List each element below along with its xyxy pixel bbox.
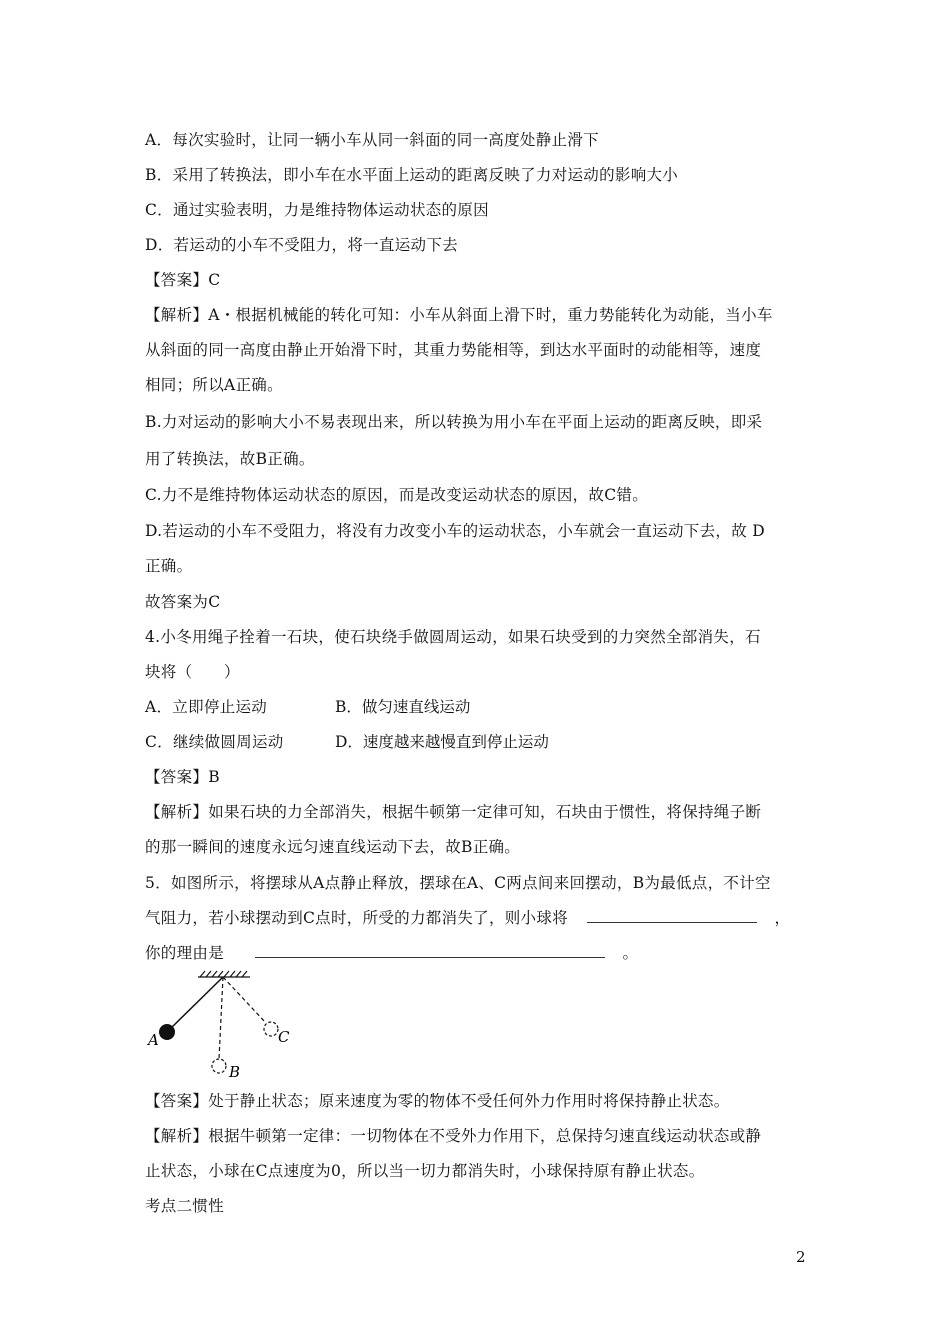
q3-analysis-line: C.力不是维持物体运动状态的原因，而是改变运动状态的原因，故C错。 (145, 486, 648, 504)
q3-analysis-line: 用了转换法，故B正确。 (145, 450, 315, 468)
string-to-c (223, 977, 266, 1023)
label-b: B (229, 1063, 241, 1080)
q5-answer: 【答案】处于静止状态；原来速度为零的物体不受任何外力作用时将保持静止状态。 (145, 1092, 730, 1110)
q3-analysis-line: 从斜面的同一高度由静止开始滑下时，其重力势能相等，到达水平面时的动能相等，速度 (145, 341, 762, 359)
q4-answer: 【答案】B (145, 768, 220, 786)
q4-option-d: D．速度越来越慢直到停止运动 (335, 733, 549, 751)
q5-answer-blank-2 (255, 943, 605, 958)
q5-answer-blank-1 (587, 908, 757, 923)
q4-stem-line-2: 块将（ ） (145, 663, 240, 681)
q3-analysis-line: 【解析】A・根据机械能的转化可知：小车从斜面上滑下时，重力势能转化为动能，当小车 (145, 306, 773, 324)
string-to-a (168, 977, 223, 1031)
page-number: 2 (796, 1248, 806, 1266)
q3-analysis-line: 相同；所以A正确。 (145, 376, 283, 394)
q3-option-b: B．采用了转换法，即小车在水平面上运动的距离反映了力对运动的影响大小 (145, 166, 679, 184)
q3-analysis-line: 正确。 (145, 557, 193, 575)
q3-analysis-line: 故答案为C (145, 593, 221, 611)
q4-analysis-line-2: 的那一瞬间的速度永远匀速直线运动下去，故B正确。 (145, 838, 521, 856)
q4-option-c: C．继续做圆周运动 (145, 733, 284, 751)
q5-analysis-line-1: 【解析】根据牛顿第一定律：一切物体在不受外力作用下，总保持匀速直线运动状态或静 (145, 1127, 762, 1145)
string-to-b (219, 977, 223, 1059)
q3-answer: 【答案】C (145, 271, 221, 289)
ball-a (159, 1024, 175, 1040)
q5-reason-label: 你的理由是 (145, 944, 225, 962)
q5-stem-line-3 (145, 941, 638, 963)
q5-stem-period: 。 (622, 944, 639, 962)
q5-stem-text: 气阻力，若小球摆动到C点时，所受的力都消失了，则小球将 (145, 909, 568, 927)
ball-c (264, 1022, 278, 1036)
q4-analysis-line-1: 【解析】如果石块的力全部消失，根据牛顿第一定律可知，石块由于惯性，将保持绳子断 (145, 803, 762, 821)
ball-b (212, 1059, 226, 1073)
q4-stem-line-1: 4.小冬用绳子拴着一石块，使石块绕手做圆周运动，如果石块受到的力突然全部消失，石 (145, 628, 761, 646)
q5-stem-comma: ， (774, 909, 791, 927)
q4-option-a: A．立即停止运动 (145, 698, 268, 716)
label-a: A (148, 1031, 159, 1049)
q3-option-c: C．通过实验表明，力是维持物体运动状态的原因 (145, 201, 489, 219)
ceiling-hatch (198, 971, 250, 977)
q3-option-a: A．每次实验时，让同一辆小车从同一斜面的同一高度处静止滑下 (145, 131, 599, 149)
section-title: 考点二惯性 (145, 1197, 225, 1215)
q3-analysis-line: B.力对运动的影响大小不易表现出来，所以转换为用小车在平面上运动的距离反映，即采 (145, 413, 763, 431)
pendulum-figure (140, 970, 310, 1080)
label-c: C (278, 1028, 290, 1046)
q5-analysis-line-2: 止状态，小球在C点速度为0，所以当一切力都消失时，小球保持原有静止状态。 (145, 1162, 705, 1180)
q5-stem-line-2 (145, 906, 790, 928)
q4-option-b: B．做匀速直线运动 (335, 698, 471, 716)
q3-analysis-line: D.若运动的小车不受阻力，将没有力改变小车的运动状态，小车就会一直运动下去，故 D (145, 522, 765, 540)
q3-option-d: D．若运动的小车不受阻力，将一直运动下去 (145, 236, 458, 254)
q5-stem-line-1: 5．如图所示，将摆球从A点静止释放，摆球在A、C两点间来回摆动，B为最低点，不计空 (145, 874, 771, 892)
